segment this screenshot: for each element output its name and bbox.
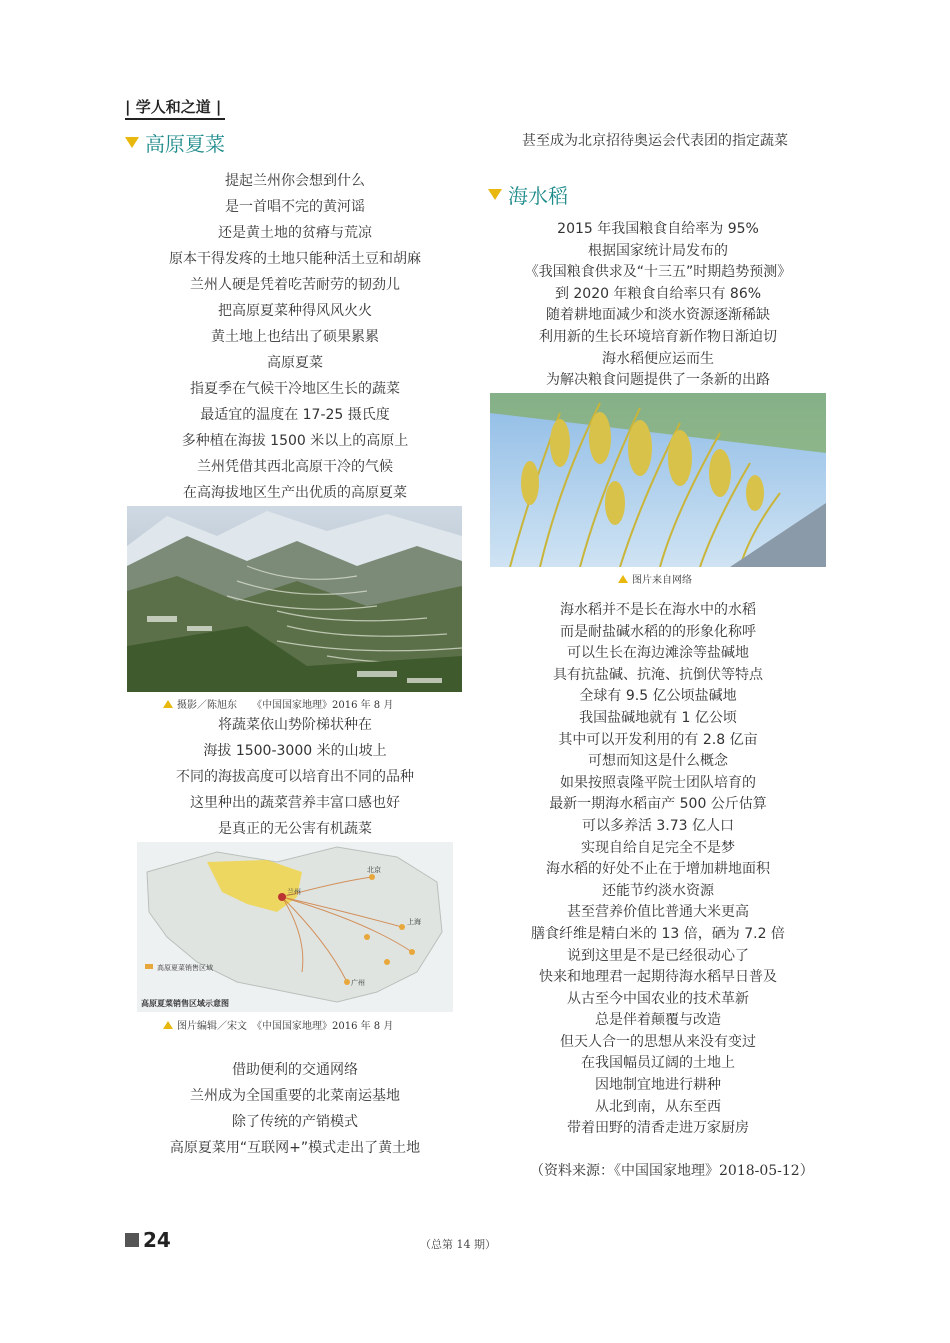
- triangle-bullet-icon: [488, 189, 502, 200]
- text-line: 总是伴着颠覆与改造: [595, 1012, 721, 1029]
- text-line: 原本干得发疼的土地只能种活土豆和胡麻: [169, 251, 421, 267]
- text-line: 因地制宜地进行耕种: [595, 1077, 721, 1094]
- text-line: 2015 年我国粮食自给率为 95%: [557, 221, 759, 237]
- section-title-text: 海水稻: [508, 184, 568, 208]
- text-line: 最新一期海水稻亩产 500 公斤估算: [549, 796, 767, 813]
- text-line: 海水稻并不是长在海水中的水稻: [560, 602, 756, 618]
- triangle-marker-icon: [163, 1021, 173, 1029]
- text-line: 为解决粮食问题提供了一条新的出路: [546, 372, 770, 389]
- text-line: 多种植在海拔 1500 米以上的高原上: [181, 433, 409, 449]
- section1-middle-text: [125, 712, 465, 842]
- text-line: 高原夏菜: [267, 355, 323, 371]
- triangle-marker-icon: [163, 700, 173, 708]
- text-line: 利用新的生长环境培育新作物日渐迫切: [539, 328, 777, 345]
- text-line: 可以多养活 3.73 亿人口: [581, 817, 735, 834]
- section-title-highland-vegetables: [125, 128, 225, 157]
- text-line: 指夏季在气候干冷地区生长的蔬菜: [190, 381, 400, 397]
- text-line: 黄土地上也结出了硕果累累: [211, 329, 379, 345]
- section2-body-text: [488, 600, 828, 1140]
- text-line: 全球有 9.5 亿公顷盐碱地: [579, 688, 737, 705]
- text-line: 到 2020 年粮食自给率只有 86%: [554, 285, 762, 302]
- text-line: 膳食纤维是精白米的 13 倍，硒为 7.2 倍: [531, 925, 785, 942]
- text-line: 兰州成为全国重要的北菜南运基地: [190, 1088, 400, 1104]
- text-line: 这里种出的蔬菜营养丰富口感也好: [190, 795, 400, 811]
- map-caption: 图片编辑／宋文 《中国国家地理》2016 年 8 月: [163, 1017, 393, 1032]
- text-line: 从古至今中国农业的技术革新: [567, 990, 749, 1007]
- text-line: 在我国幅员辽阔的土地上: [581, 1055, 735, 1072]
- source-citation: （资料来源：《中国国家地理》2018-05-12）: [530, 1163, 814, 1179]
- text-line: 可想而知这是什么概念: [588, 753, 728, 770]
- photo-caption-2: 图片来自网络: [618, 571, 692, 586]
- text-line: 借助便利的交通网络: [232, 1062, 358, 1078]
- text-line: 是真正的无公害有机蔬菜: [218, 821, 372, 837]
- text-line: 随着耕地面减少和淡水资源逐渐稀缺: [546, 307, 770, 324]
- text-line: 兰州人硬是凭着吃苦耐劳的韧劲儿: [190, 277, 400, 293]
- text-line: 高原夏菜用“互联网+”模式走出了黄土地: [169, 1140, 421, 1156]
- svg-text:高原夏菜销售区域: 高原夏菜销售区域: [157, 964, 213, 972]
- text-line: 是一首唱不完的黄河谣: [225, 199, 365, 215]
- text-line: 实现自给自足完全不是梦: [581, 839, 735, 856]
- svg-text:广州: 广州: [351, 979, 365, 987]
- section-title-text: 高原夏菜: [145, 132, 225, 156]
- text-line: 还是黄土地的贫瘠与荒凉: [218, 225, 372, 241]
- rice-field-photo: [490, 393, 826, 567]
- issue-number: （总第 14 期）: [420, 1238, 496, 1251]
- text-line: 兰州凭借其西北高原干冷的气候: [197, 459, 393, 475]
- text-line: 提起兰州你会想到什么: [225, 173, 365, 189]
- triangle-bullet-icon: [125, 137, 139, 148]
- text-line: 最适宜的温度在 17-25 摄氏度: [200, 407, 390, 423]
- text-line: 快来和地理君一起期待海水稻早日普及: [539, 969, 777, 986]
- square-marker-icon: [125, 1233, 139, 1247]
- text-line: 甚至营养价值比普通大米更高: [567, 904, 749, 921]
- svg-text:北京: 北京: [367, 866, 381, 874]
- text-line: 把高原夏菜种得风风火火: [218, 303, 372, 319]
- triangle-marker-icon: [618, 575, 628, 583]
- text-line: 说到这里是不是已经很动心了: [567, 947, 749, 964]
- text-line: 带着田野的清香走进万家厨房: [567, 1120, 749, 1137]
- text-line: 将蔬菜依山势阶梯状种在: [218, 717, 372, 733]
- page-number: 24: [125, 1228, 171, 1252]
- svg-text:兰州: 兰州: [287, 888, 301, 896]
- text-line: 而是耐盐碱水稻的的形象化称呼: [560, 623, 756, 640]
- section1-continued-line: 甚至成为北京招待奥运会代表团的指定蔬菜: [522, 133, 788, 149]
- text-line: 从北到南，从东至西: [595, 1098, 721, 1115]
- photo-caption-1: 摄影／陈旭东 《中国国家地理》2016 年 8 月: [163, 696, 393, 711]
- text-line: 如果按照袁隆平院士团队培育的: [560, 774, 756, 791]
- text-line: 海水稻的好处不止在于增加耕地面积: [546, 861, 770, 878]
- svg-text:上海: 上海: [407, 918, 421, 926]
- text-line: 还能节约淡水资源: [602, 882, 714, 899]
- section1-intro-text: [125, 168, 465, 506]
- text-line: 除了传统的产销模式: [232, 1114, 358, 1130]
- text-line: 可以生长在海边滩涂等盐碱地: [567, 645, 749, 662]
- text-line: 根据国家统计局发布的: [588, 242, 728, 259]
- text-line: 海拔 1500-3000 米的山坡上: [203, 743, 387, 759]
- text-line: 我国盐碱地就有 1 亿公顷: [579, 709, 737, 726]
- text-line: 不同的海拔高度可以培育出不同的品种: [176, 769, 414, 785]
- sales-region-map: [137, 842, 453, 1012]
- svg-text:高原夏菜销售区域示意图: 高原夏菜销售区域示意图: [141, 999, 229, 1008]
- section2-intro-text: [488, 219, 828, 392]
- column-header: | 学人和之道 |: [125, 96, 225, 120]
- section1-ending-text: [125, 1057, 465, 1161]
- text-line: 但天人合一的思想从来没有变过: [560, 1033, 756, 1050]
- text-line: 具有抗盐碱、抗淹、抗倒伏等特点: [553, 666, 763, 683]
- text-line: 在高海拔地区生产出优质的高原夏菜: [183, 485, 407, 501]
- text-line: 海水稻便应运而生: [602, 350, 714, 367]
- terrace-landscape-photo: [127, 506, 462, 692]
- text-line: 《我国粮食供求及“十三五”时期趋势预测》: [524, 264, 792, 281]
- text-line: 其中可以开发利用的有 2.8 亿亩: [558, 731, 758, 748]
- section-title-sea-rice: [488, 180, 568, 209]
